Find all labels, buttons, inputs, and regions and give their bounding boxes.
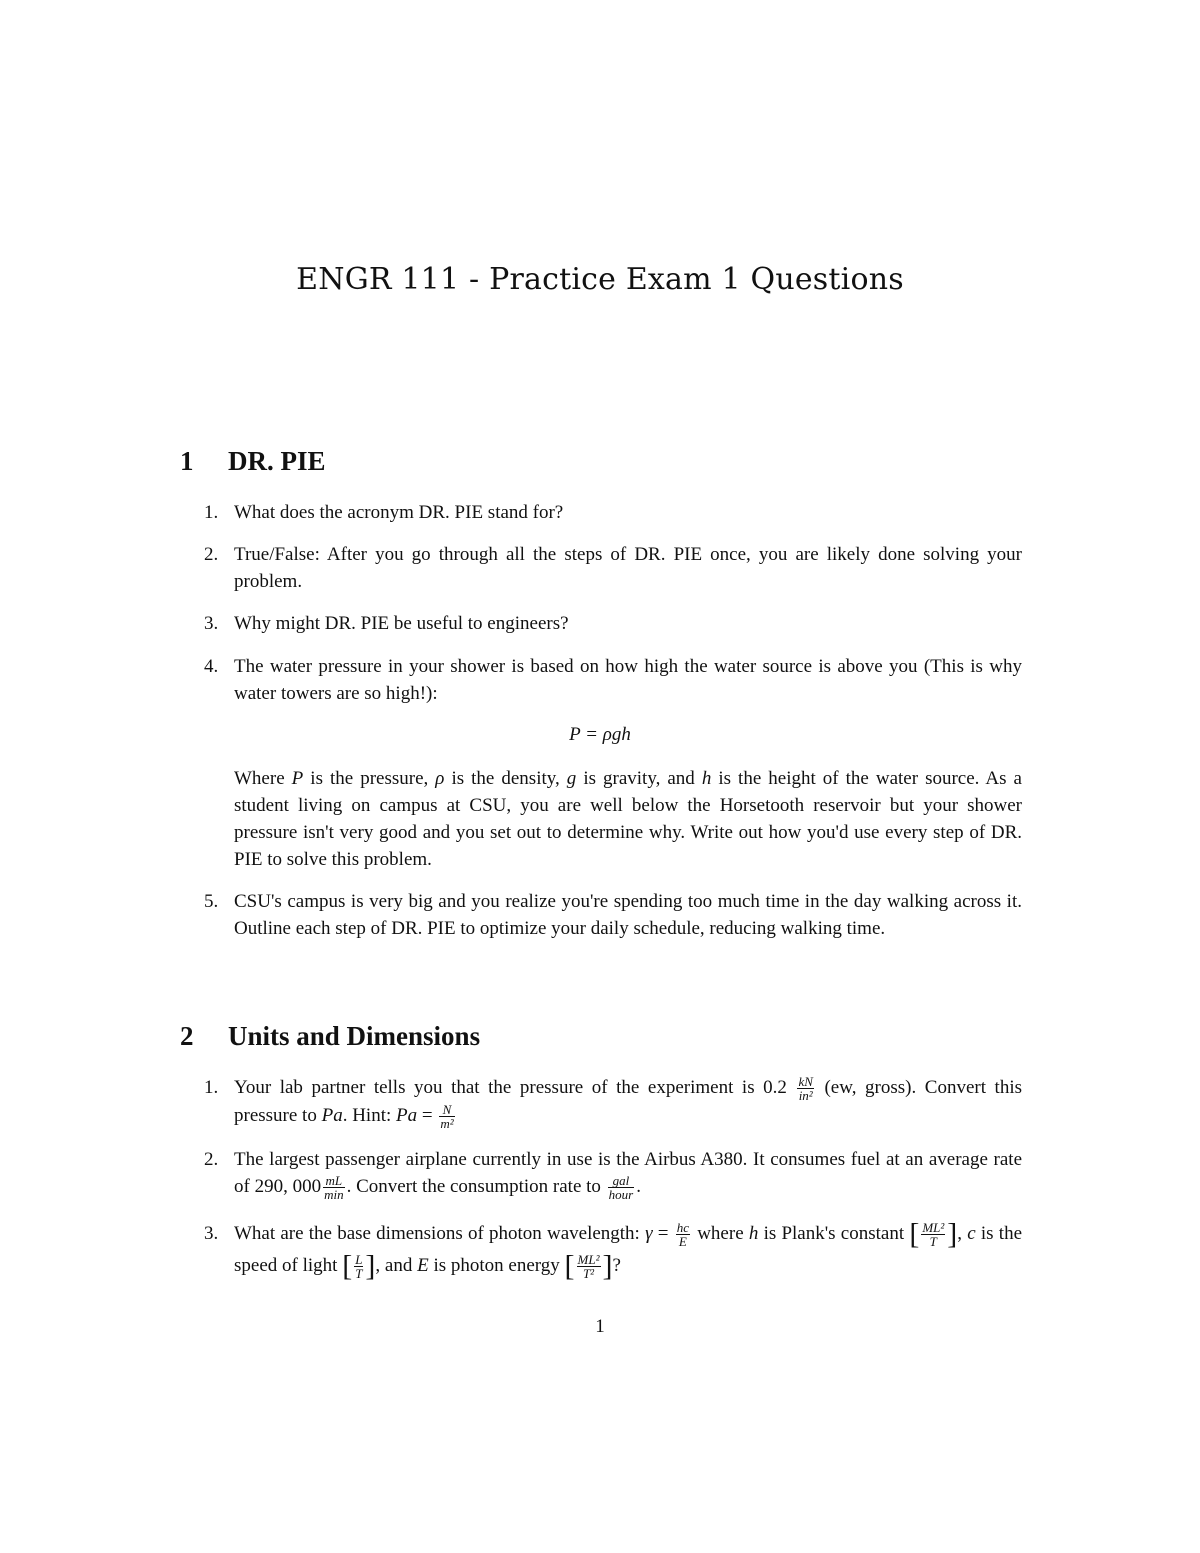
- fraction-ml-per-min: $\frac{mL}{\min}$: [324, 1173, 344, 1203]
- right-bracket-icon: ]: [947, 1217, 958, 1251]
- question-number: 3.: [204, 613, 219, 634]
- question-2-1: [204, 1074, 1022, 1130]
- question-number: 2.: [204, 544, 219, 565]
- question-text: The largest passenger airplane currently in use is the Airbus A380. It consumes fuel at an average rate of 290, 000 $\frac{mL}{\min}$ . Convert the consumption rate to $\frac{\text{gal}}{\text{hour}}$ .: [234, 1149, 1022, 1203]
- question-1-1: [204, 499, 1022, 526]
- right-bracket-icon: ]: [365, 1249, 376, 1283]
- fraction-kn-per-in2: $\frac{kN}{\text{in²}}$: [798, 1074, 813, 1104]
- document-title: ENGR 111 - Practice Exam 1 Questions: [296, 262, 904, 297]
- section-title: DR. PIE: [228, 446, 326, 476]
- page-number: 1: [595, 1316, 605, 1337]
- right-bracket-icon: ]: [602, 1249, 613, 1283]
- question-text: CSU's campus is very big and you realize you're spending too much time in the day walking across it. Outline each step of DR. PIE to optimize your daily schedule, reducing walking time.: [234, 891, 1022, 939]
- question-text: True/False: After you go through all the steps of DR. PIE once, you are likely done solving your problem.: [234, 544, 1022, 592]
- section-title: Units and Dimensions: [228, 1021, 481, 1051]
- question-number: 5.: [204, 891, 219, 912]
- question-text: What does the acronym DR. PIE stand for?: [234, 502, 564, 523]
- question-text: Why might DR. PIE be useful to engineers?: [234, 613, 569, 634]
- question-text: The water pressure in your shower is based on how high the water source is above you (This is why water towers are so high!):: [234, 656, 1022, 704]
- question-number: 3.: [204, 1223, 219, 1244]
- question-text: What are the base dimensions of photon wavelength: γ = $\frac{hc}{E}$ where h is Plank's constant [ $\frac{\text{ML²}}{T}$ ], c is the speed of light [ $\frac{L}{T}$ ], and E is photon energy [ $\frac{\text{ML²}}{\text{T²}}$ ]?: [234, 1217, 1023, 1283]
- question-1-5: [204, 888, 1022, 942]
- left-bracket-icon: [: [342, 1249, 353, 1283]
- question-1-3: [204, 610, 1022, 637]
- fraction-gal-per-hour: $\frac{\text{gal}}{\text{hour}}$: [608, 1173, 634, 1203]
- pressure-equation: P = ρgh: [569, 724, 631, 745]
- fraction-n-per-m2: $\frac{N}{\text{m²}}$: [440, 1102, 454, 1132]
- question-1-4-followup: [204, 765, 1022, 873]
- section-number: 2: [180, 1021, 194, 1051]
- question-number: 1.: [204, 1077, 219, 1098]
- fraction-hc-over-e: $\frac{hc}{E}$: [676, 1220, 689, 1250]
- question-followup-text: Where P is the pressure, ρ is the density, g is gravity, and h is the height of the water source. As a student living on campus at CSU, you are well below the Horsetooth reservoir but your shower pressure isn't very good and you set out to determine why. Write out how you'd use every step of DR. PIE to solve this problem.: [234, 768, 1022, 870]
- question-text: Your lab partner tells you that the pressure of the experiment is 0.2 $\frac{kN}{\text{in²}}$ (ew, gross). Convert this pressure to Pa. Hint: Pa = $\frac{N}{\text{m²}}$: [234, 1074, 1022, 1132]
- fraction-plank-dims: $\frac{\text{ML²}}{T}$: [922, 1220, 945, 1250]
- question-2-3: [204, 1218, 1022, 1282]
- fraction-light-dims: $\frac{L}{T}$: [355, 1252, 363, 1282]
- section-heading-dr-pie: [180, 446, 326, 477]
- section-heading-units: [180, 1021, 480, 1052]
- left-bracket-icon: [: [909, 1217, 920, 1251]
- left-bracket-icon: [: [564, 1249, 575, 1283]
- fraction-energy-dims: $\frac{\text{ML²}}{\text{T²}}$: [577, 1252, 600, 1282]
- question-number: 1.: [204, 502, 219, 523]
- question-1-4: [204, 653, 1022, 707]
- question-2-2: [204, 1146, 1022, 1201]
- question-number: 2.: [204, 1149, 219, 1170]
- section-number: 1: [180, 446, 194, 476]
- question-number: 4.: [204, 656, 219, 677]
- question-1-2: [204, 541, 1022, 595]
